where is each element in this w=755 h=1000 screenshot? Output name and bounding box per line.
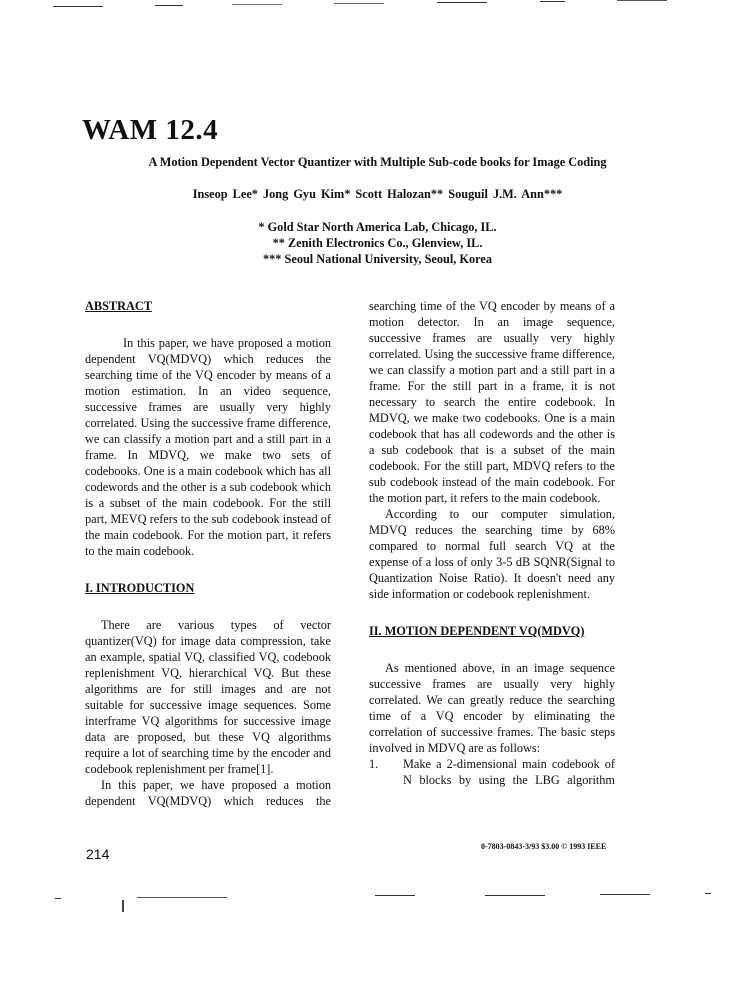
affiliation: *** Seoul National University, Seoul, Korea <box>263 252 492 266</box>
intro-paragraph-continued: searching time of the VQ encoder by means of a motion detector. In an image sequence, successive frames are usually very highly correlated. Using the successive frame difference, we can classify a motion part and a still part in a frame. For the still part in a frame, it is not necessary to search the entire codebook. In MDVQ, we make two codebooks. One is a main codebook that has all codewords and the other is a sub codebook that is a subset of the main codebook. For the still part, MDVQ refers to the sub codebook instead of the main codebook. For the motion part, it refers to the main codebook. <box>369 299 615 505</box>
right-column <box>369 298 615 788</box>
step-number: 1. <box>369 757 379 771</box>
affiliation: * Gold Star North America Lab, Chicago, IL. <box>258 220 497 234</box>
step-item <box>369 756 615 788</box>
session-code: WAM 12.4 <box>82 114 219 146</box>
intro-paragraph: There are various types of vector quantizer(VQ) for image data compression, take an example, spatial VQ, classified VQ, codebook replenishment VQ, hierarchical VQ. But these algorithms are for still images and are not suitable for successive image sequences. Some interframe VQ algorithms for successive image data are proposed, but these VQ algorithms require a lot of searching time by the encoder and codebook replenishment per frame[1]. <box>85 618 331 776</box>
copyright-notice: 0-7803-0843-3/93 $3.00 © 1993 IEEE <box>481 842 607 851</box>
intro-paragraph: In this paper, we have proposed a motion dependent VQ(MDVQ) which reduces the <box>85 778 331 808</box>
author-list: Inseop Lee* Jong Gyu Kim* Scott Halozan** Souguil J.M. Ann*** <box>192 187 563 201</box>
scan-artifact-line <box>55 898 61 899</box>
page-number: 214 <box>86 846 110 862</box>
scan-artifact-line <box>600 894 650 895</box>
scan-artifact-line <box>540 1 565 2</box>
scan-artifact-line <box>375 895 415 896</box>
abstract-text: In this paper, we have proposed a motion dependent VQ(MDVQ) which reduces the searching time of the VQ encoder by means of a motion estimation. In an video sequence, successive frames are usually very highly correlated. Using the successive frame difference, we can classify a motion part and a still part in a frame. In MDVQ, we make two sets of codebooks. One is a main codebook which has all codewords and the other is a sub codebook which is a subset of the main codebook. For the still part, MEVQ refers to the sub codebook instead of the main codebook. For the motion part, it refers to the main codebook. <box>85 336 331 558</box>
scan-artifact-line <box>53 6 103 7</box>
scan-artifact-line <box>437 2 487 3</box>
paper-title: A Motion Dependent Vector Quantizer with Multiple Sub-code books for Image Coding <box>148 155 607 169</box>
scan-artifact-line <box>705 893 711 894</box>
scan-artifact-line <box>137 897 227 898</box>
scan-artifact-line <box>617 0 667 1</box>
scan-artifact-line <box>155 5 183 6</box>
affiliations <box>0 219 755 267</box>
scan-artifact-line <box>485 895 545 896</box>
abstract-heading: ABSTRACT <box>85 299 152 313</box>
introduction-heading: I. INTRODUCTION <box>85 581 195 595</box>
scan-artifact-line <box>232 4 282 5</box>
intro-paragraph: According to our computer simulation, MDVQ reduces the searching time by 68% compared to normal full search VQ at the expense of a loss of only 3-5 dB SQNR(Signal to Quantization Noise Ratio). It doesn't need any side information or codebook replenishment. <box>369 507 615 601</box>
section2-heading: II. MOTION DEPENDENT VQ(MDVQ) <box>369 624 585 638</box>
scan-artifact-mark <box>122 900 124 912</box>
scan-artifact-line <box>334 3 384 4</box>
section2-paragraph: As mentioned above, in an image sequence successive frames are usually very highly correlated. We can greatly reduce the searching time of a VQ encoder by eliminating the correlation of successive frames. The basic steps involved in MDVQ are as follows: <box>369 661 615 755</box>
affiliation: ** Zenith Electronics Co., Glenview, IL. <box>272 236 483 250</box>
step-text: Make a 2-dimensional main codebook of N blocks by using the LBG algorithm <box>403 757 615 787</box>
left-column <box>85 298 331 809</box>
